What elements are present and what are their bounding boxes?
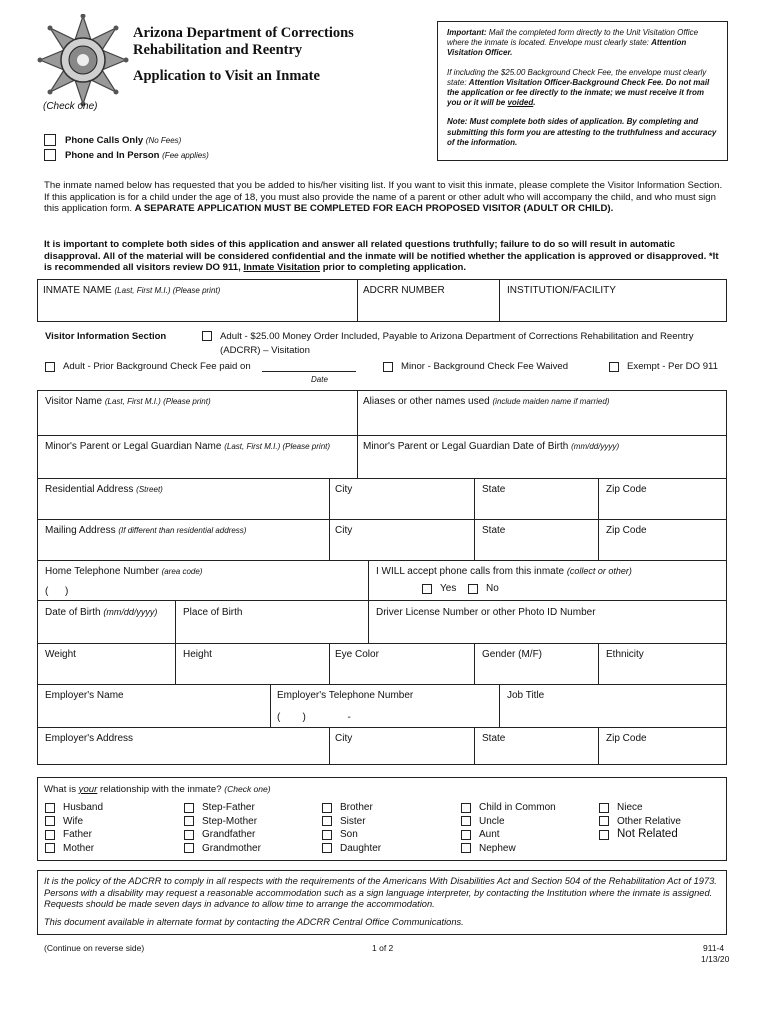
rel-checkbox[interactable] <box>184 803 194 813</box>
job-title-label: Job Title <box>507 690 545 701</box>
yes-checkbox[interactable] <box>422 584 432 594</box>
rel-checkbox[interactable] <box>45 803 55 813</box>
rel-checkbox[interactable] <box>599 830 609 840</box>
prior-check-checkbox[interactable] <box>45 362 55 372</box>
home-phone-input[interactable] <box>80 582 368 600</box>
rel-option[interactable]: Sister <box>322 815 381 829</box>
rel-checkbox[interactable] <box>461 843 471 853</box>
dob-label: Date of Birth (mm/dd/yyyy) <box>45 607 158 618</box>
rel-checkbox[interactable] <box>599 816 609 826</box>
adult-fee-checkbox[interactable] <box>202 331 212 341</box>
ethnicity-label: Ethnicity <box>606 649 644 660</box>
license-input[interactable] <box>372 621 727 641</box>
employer-city-label: City <box>335 733 353 744</box>
facility-input[interactable] <box>503 300 727 320</box>
rel-checkbox[interactable] <box>322 843 332 853</box>
accept-calls-yes[interactable] <box>422 583 456 594</box>
prior-check-label: Adult - Prior Background Check Fee paid on <box>63 361 251 372</box>
eye-color-input[interactable] <box>333 663 474 683</box>
exempt-label: Exempt - Per DO 911 <box>627 361 718 372</box>
accept-calls-label: I WILL accept phone calls from this inmate (collect or other) <box>376 566 632 577</box>
relationship-col-4 <box>461 801 556 855</box>
employer-input[interactable] <box>41 705 270 725</box>
weight-input[interactable] <box>41 663 175 683</box>
rel-checkbox[interactable] <box>184 830 194 840</box>
res-city-label: City <box>335 484 353 495</box>
rel-option[interactable]: Aunt <box>461 828 556 842</box>
rel-checkbox[interactable] <box>45 843 55 853</box>
truthfulness-paragraph: It is important to complete both sides of this application and answer all related questions truthfully; failure to do so will result in automatic disapproval. All of the material will be considered confidential and the inmate will be notified whether the application is approved or disapproved. *It is recommended all visitors review DO 911, Inmate Visitation prior to completing application. <box>44 239 719 274</box>
rel-checkbox[interactable] <box>461 803 471 813</box>
form-title: Application to Visit an Inmate <box>133 68 320 84</box>
height-input[interactable] <box>179 663 329 683</box>
rel-option[interactable]: Niece <box>599 801 681 815</box>
relationship-col-3 <box>322 801 381 855</box>
rel-checkbox[interactable] <box>322 816 332 826</box>
check-one-label: (Check one) <box>43 101 98 112</box>
mail-city-input[interactable] <box>333 539 474 559</box>
aliases-label: Aliases or other names used (include maiden name if married) <box>363 396 610 407</box>
eye-color-label: Eye Color <box>335 649 379 660</box>
home-phone-paren: ( ) <box>45 586 69 597</box>
dob-input[interactable] <box>41 621 175 641</box>
employer-zip-input[interactable] <box>602 746 727 764</box>
rel-checkbox[interactable] <box>45 830 55 840</box>
fee-paragraph: If including the $25.00 Background Check Fee, the envelope must clearly state: Attention Visitation Officer-Background Check Fee. Do not mail the application or fee directly to the inmate; we must receive it from you or it will be voided. <box>447 67 710 108</box>
job-title-input[interactable] <box>503 705 727 725</box>
rel-option[interactable]: Child in Common <box>461 801 556 815</box>
facility-label: INSTITUTION/FACILITY <box>507 285 616 296</box>
note-paragraph: Note: Must complete both sides of application. By completing and submitting this form you are attesting to the truthfulness and accuracy of the information. <box>447 117 717 147</box>
phone-only-checkbox[interactable] <box>44 134 56 146</box>
no-checkbox[interactable] <box>468 584 478 594</box>
res-state-label: State <box>482 484 506 495</box>
aliases-input[interactable] <box>361 412 727 434</box>
alternate-format-text: This document available in alternate format by contacting the ADCRR Central Office Communications. <box>44 917 464 927</box>
adult-fee-label-2: (ADCRR) – Visitation <box>220 344 310 356</box>
org-name-line1: Arizona Department of Corrections <box>133 25 354 41</box>
guardian-name-input[interactable] <box>41 456 357 478</box>
license-label: Driver License Number or other Photo ID Number <box>376 607 596 618</box>
minor-waived-option[interactable] <box>383 361 568 372</box>
res-zip-label: Zip Code <box>606 484 647 495</box>
ethnicity-input[interactable] <box>602 663 727 683</box>
gender-label: Gender (M/F) <box>482 649 543 660</box>
employer-phone-format: ( ) - <box>277 712 351 723</box>
rel-option[interactable]: Mother <box>45 842 103 856</box>
rel-option[interactable]: Son <box>322 828 381 842</box>
org-name-line2: Rehabilitation and Reentry <box>133 42 303 58</box>
rel-option[interactable]: Step-Mother <box>184 815 261 829</box>
form-number: 911-4 <box>703 943 725 953</box>
phone-person-checkbox[interactable] <box>44 149 56 161</box>
adult-fee-option[interactable] <box>202 330 694 357</box>
inmate-name-input[interactable] <box>41 300 357 320</box>
employer-state-input[interactable] <box>478 746 598 764</box>
rel-checkbox[interactable] <box>45 816 55 826</box>
date-caption: Date <box>311 375 328 384</box>
rel-checkbox[interactable] <box>322 830 332 840</box>
minor-waived-label: Minor - Background Check Fee Waived <box>401 361 569 372</box>
guardian-dob-input[interactable] <box>361 456 727 478</box>
minor-waived-checkbox[interactable] <box>383 362 393 372</box>
employer-phone-input[interactable] <box>370 705 499 725</box>
rel-option[interactable]: Nephew <box>461 842 556 856</box>
employer-address-input[interactable] <box>41 746 329 764</box>
adcrr-badge-logo <box>36 14 130 106</box>
visitor-section-title: Visitor Information Section <box>45 331 167 342</box>
rel-checkbox[interactable] <box>322 803 332 813</box>
employer-label: Employer's Name <box>45 690 124 701</box>
mail-state-input[interactable] <box>478 539 598 559</box>
phone-only-label: Phone Calls Only <box>65 134 144 146</box>
place-birth-input[interactable] <box>179 621 368 641</box>
phone-person-option[interactable] <box>44 149 209 161</box>
visitor-name-input[interactable] <box>41 412 357 434</box>
mail-city-label: City <box>335 525 353 536</box>
relationship-col-5 <box>599 801 681 842</box>
employer-address-label: Employer's Address <box>45 733 134 744</box>
res-zip-input[interactable] <box>602 498 727 518</box>
adult-fee-label: Adult - $25.00 Money Order Included, Payable to Arizona Department of Corrections Rehabilitation and Reentry <box>220 331 694 342</box>
res-city-input[interactable] <box>333 498 474 518</box>
adcrr-number-input[interactable] <box>361 300 499 320</box>
rel-option[interactable]: Step-Father <box>184 801 261 815</box>
prior-check-date-line[interactable] <box>262 371 356 372</box>
phone-person-label: Phone and In Person <box>65 149 160 161</box>
visitor-name-label: Visitor Name (Last, First M.I.) (Please print) <box>45 396 211 407</box>
guardian-name-label: Minor's Parent or Legal Guardian Name (Last, First M.I.) (Please print) <box>45 441 331 452</box>
rel-option[interactable]: Grandmother <box>184 842 261 856</box>
employer-city-input[interactable] <box>333 746 474 764</box>
rel-checkbox[interactable] <box>184 843 194 853</box>
important-paragraph: Important: Mail the completed form directly to the Unit Visitation Office where the inmate is located. Envelope must clearly state: Attention Visitation Officer. <box>447 28 699 58</box>
important-notice-box <box>437 21 728 161</box>
exempt-checkbox[interactable] <box>609 362 619 372</box>
phone-person-note: (Fee applies) <box>162 150 209 160</box>
prior-check-option[interactable] <box>45 361 251 372</box>
height-label: Height <box>183 649 212 660</box>
rel-option[interactable]: Brother <box>322 801 381 815</box>
guardian-dob-label: Minor's Parent or Legal Guardian Date of Birth (mm/dd/yyyy) <box>363 441 620 452</box>
intro-paragraph: The inmate named below has requested that you be added to his/her visiting list. If you want to visit this inmate, please complete the Visitor Information Section. If this application is for a child under the age of 18, you must also provide the name of a parent or other adult who will accompany the child, and who must sign this application form. A SEPARATE APPLICATION MUST BE COMPLETED FOR EACH PROPOSED VISITOR (ADULT OR CHILD). <box>44 180 723 215</box>
page-number: 1 of 2 <box>372 943 394 953</box>
phone-only-option[interactable] <box>44 134 181 146</box>
accept-calls-no[interactable] <box>468 583 499 594</box>
rel-checkbox[interactable] <box>184 816 194 826</box>
mail-address-label: Mailing Address (If different than residential address) <box>45 525 247 536</box>
exempt-option[interactable] <box>609 361 718 372</box>
rel-option[interactable]: Father <box>45 828 103 842</box>
rel-checkbox[interactable] <box>599 803 609 813</box>
employer-state-label: State <box>482 733 506 744</box>
no-label: No <box>486 583 499 594</box>
ada-policy-text: It is the policy of the ADCRR to comply in all respects with the requirements of the Americans With Disabilities Act and Section 504 of the Rehabilitation Act of 1973. Persons with a disability may request a reasonable accommodation such as a sign language interpreter, by contacting the Institution where the inmate is assigned. Requests should be made seven days in advance to allow time to arrange the accommodation. <box>44 876 717 909</box>
rel-option[interactable]: Other Relative <box>599 815 681 829</box>
mail-address-input[interactable] <box>41 539 329 559</box>
relationship-col-2 <box>184 801 261 855</box>
gender-input[interactable] <box>478 663 598 683</box>
rel-checkbox[interactable] <box>461 830 471 840</box>
continue-note: (Continue on reverse side) <box>44 943 145 953</box>
mail-zip-label: Zip Code <box>606 525 647 536</box>
employer-phone-label: Employer's Telephone Number <box>277 690 414 701</box>
phone-only-note: (No Fees) <box>145 135 182 145</box>
home-phone-label: Home Telephone Number (area code) <box>45 566 203 577</box>
weight-label: Weight <box>45 649 76 660</box>
inmate-name-label: INMATE NAME (Last, First M.I.) (Please print) <box>43 285 221 296</box>
res-address-label: Residential Address (Street) <box>45 484 163 495</box>
rel-option[interactable]: Wife <box>45 815 103 829</box>
rel-option[interactable]: Daughter <box>322 842 381 856</box>
adcrr-number-label: ADCRR NUMBER <box>363 285 445 296</box>
mail-zip-input[interactable] <box>602 539 727 559</box>
rel-option[interactable]: Husband <box>45 801 103 815</box>
rel-option[interactable]: Grandfather <box>184 828 261 842</box>
mail-state-label: State <box>482 525 506 536</box>
rel-option[interactable]: Not Related <box>599 828 681 842</box>
relationship-question: What is your relationship with the inmate? (Check one) <box>44 784 271 795</box>
form-date: 1/13/20 <box>701 954 730 964</box>
res-address-input[interactable] <box>41 498 329 518</box>
yes-label: Yes <box>440 583 457 594</box>
rel-checkbox[interactable] <box>461 816 471 826</box>
relationship-col-1 <box>45 801 103 855</box>
rel-option[interactable]: Uncle <box>461 815 556 829</box>
res-state-input[interactable] <box>478 498 598 518</box>
employer-zip-label: Zip Code <box>606 733 647 744</box>
place-birth-label: Place of Birth <box>183 607 243 618</box>
